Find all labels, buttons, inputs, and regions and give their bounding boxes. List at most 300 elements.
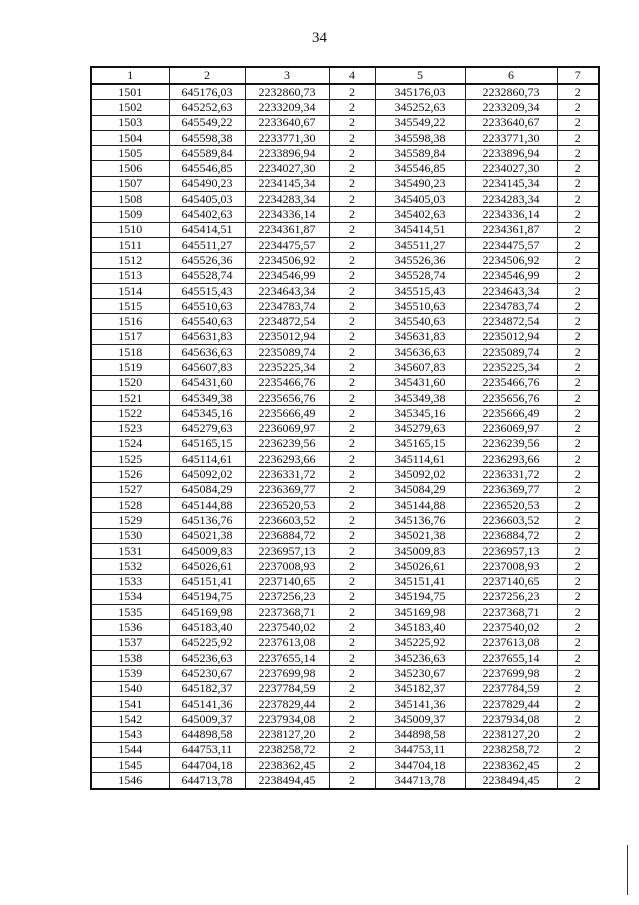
table-row [91,513,599,528]
table-cell: 2 [329,100,375,115]
table-cell: 1546 [91,773,169,789]
table-cell: 2 [557,482,599,497]
table-cell: 2 [557,467,599,482]
table-cell: 2 [557,758,599,773]
table-cell: 2235656,76 [465,390,557,405]
table-cell: 2236293,66 [245,452,329,467]
table-cell: 2 [329,130,375,145]
table-cell: 2 [329,482,375,497]
table-cell: 344713,78 [375,773,465,789]
table-cell: 1504 [91,130,169,145]
table-cell: 2235012,94 [245,329,329,344]
table-cell: 2234783,74 [245,299,329,314]
table-cell: 2235012,94 [465,329,557,344]
table-cell: 2 [557,727,599,742]
table-cell: 2 [557,712,599,727]
table-cell: 2 [329,712,375,727]
table-row [91,360,599,375]
table-cell: 645194,75 [169,589,245,604]
table-cell: 645183,40 [169,620,245,635]
table-cell: 1502 [91,100,169,115]
table-cell: 645526,36 [169,253,245,268]
table-cell: 345345,16 [375,406,465,421]
table-cell: 2 [557,283,599,298]
table-cell: 2233771,30 [465,130,557,145]
table-cell: 1541 [91,696,169,711]
table-cell: 2 [557,192,599,207]
table-cell: 2 [557,742,599,757]
table-cell: 2 [557,589,599,604]
table-cell: 2237368,71 [465,605,557,620]
table-cell: 1501 [91,84,169,100]
table-cell: 645345,16 [169,406,245,421]
table-cell: 1517 [91,329,169,344]
table-cell: 2 [557,681,599,696]
table-cell: 345279,63 [375,421,465,436]
table-row [91,742,599,757]
table-cell: 2 [557,513,599,528]
table-cell: 2234336,14 [465,207,557,222]
table-cell: 2 [557,436,599,451]
table-row [91,421,599,436]
table-cell: 345183,40 [375,620,465,635]
table-cell: 2234283,34 [245,192,329,207]
table-cell: 2 [329,390,375,405]
table-cell: 645144,88 [169,498,245,513]
table-cell: 645026,61 [169,559,245,574]
table-cell: 644704,18 [169,758,245,773]
table-cell: 1545 [91,758,169,773]
page-number: 34 [312,30,327,46]
table-cell: 2237699,98 [245,666,329,681]
table-cell: 345598,38 [375,130,465,145]
table-cell: 2236069,97 [245,421,329,436]
table-cell: 2 [329,84,375,100]
table-cell: 2 [329,192,375,207]
table-row [91,390,599,405]
table-cell: 2 [329,681,375,696]
table-cell: 2 [557,650,599,665]
table-cell: 2 [329,513,375,528]
table-cell: 2 [329,283,375,298]
table-cell: 345230,67 [375,666,465,681]
table-cell: 345490,23 [375,176,465,191]
table-cell: 1509 [91,207,169,222]
table-cell: 1544 [91,742,169,757]
table-cell: 1515 [91,299,169,314]
table-cell: 2237613,08 [245,635,329,650]
table-cell: 2 [329,605,375,620]
table-cell: 345169,98 [375,605,465,620]
table-row [91,498,599,513]
table-row [91,283,599,298]
table-cell: 2 [557,176,599,191]
table-row [91,115,599,130]
table-cell: 2238494,45 [245,773,329,789]
table-cell: 1525 [91,452,169,467]
table-cell: 2 [329,773,375,789]
table-cell: 2 [329,467,375,482]
table-cell: 345151,41 [375,574,465,589]
table-cell: 645631,83 [169,329,245,344]
table-cell: 1538 [91,650,169,665]
table-cell: 2 [329,360,375,375]
table-cell: 2238127,20 [465,727,557,742]
column-header: 1 [91,67,169,84]
table-cell: 2 [329,436,375,451]
table-row [91,681,599,696]
table-cell: 645225,92 [169,635,245,650]
table-cell: 2237829,44 [245,696,329,711]
table-cell: 345402,63 [375,207,465,222]
table-cell: 645511,27 [169,237,245,252]
table-cell: 2235656,76 [245,390,329,405]
table-cell: 2 [557,329,599,344]
table-cell: 2237613,08 [465,635,557,650]
table-cell: 2237540,02 [245,620,329,635]
table-cell: 645528,74 [169,268,245,283]
table-cell: 644713,78 [169,773,245,789]
table-cell: 345510,63 [375,299,465,314]
table-row [91,329,599,344]
table-row [91,666,599,681]
table-cell: 2 [557,773,599,789]
table-header-row [91,67,599,84]
table-row [91,635,599,650]
table-cell: 2236957,13 [245,543,329,558]
table-cell: 2237699,98 [465,666,557,681]
table-cell: 2237008,93 [245,559,329,574]
table-cell: 2235666,49 [465,406,557,421]
table-cell: 2235666,49 [245,406,329,421]
table-cell: 2237784,59 [245,681,329,696]
table-cell: 345165,15 [375,436,465,451]
table-cell: 2233896,94 [245,146,329,161]
table-cell: 2233640,67 [245,115,329,130]
table-cell: 1532 [91,559,169,574]
table-cell: 2 [557,635,599,650]
table-cell: 345236,63 [375,650,465,665]
table-cell: 1528 [91,498,169,513]
table-cell: 2237934,08 [465,712,557,727]
table-cell: 2236520,53 [245,498,329,513]
table-cell: 2233896,94 [465,146,557,161]
table-cell: 1531 [91,543,169,558]
table-cell: 2 [557,375,599,390]
table-cell: 2 [557,299,599,314]
column-header: 2 [169,67,245,84]
table-cell: 2 [557,696,599,711]
table-row [91,253,599,268]
table-cell: 2234145,34 [465,176,557,191]
table-cell: 345092,02 [375,467,465,482]
table-cell: 345511,27 [375,237,465,252]
table-cell: 2 [557,528,599,543]
table-cell: 2 [329,375,375,390]
table-row [91,696,599,711]
table-cell: 2237655,14 [465,650,557,665]
table-cell: 1513 [91,268,169,283]
margin-line [627,845,628,895]
table-cell: 2236293,66 [465,452,557,467]
table-cell: 645151,41 [169,574,245,589]
table-cell: 2 [329,528,375,543]
coordinates-table [90,66,600,790]
table-row [91,345,599,360]
table-cell: 2238258,72 [245,742,329,757]
table-cell: 2 [329,620,375,635]
table-row [91,559,599,574]
table-cell: 645169,98 [169,605,245,620]
table-cell: 1530 [91,528,169,543]
table-cell: 1512 [91,253,169,268]
table-cell: 1523 [91,421,169,436]
table-cell: 2 [557,222,599,237]
table-cell: 645279,63 [169,421,245,436]
table-row [91,543,599,558]
table-cell: 345252,63 [375,100,465,115]
table-cell: 2238494,45 [465,773,557,789]
table-row [91,237,599,252]
table-cell: 2236957,13 [465,543,557,558]
table-cell: 2232860,73 [245,84,329,100]
table-cell: 2 [329,421,375,436]
table-cell: 645009,83 [169,543,245,558]
table-cell: 344898,58 [375,727,465,742]
table-cell: 345026,61 [375,559,465,574]
table-cell: 645021,38 [169,528,245,543]
table-cell: 645589,84 [169,146,245,161]
table-cell: 2234546,99 [245,268,329,283]
table-cell: 2 [329,498,375,513]
table-cell: 2 [329,559,375,574]
table-cell: 2 [557,253,599,268]
table-row [91,482,599,497]
table-cell: 2 [557,421,599,436]
table-cell: 2238127,20 [245,727,329,742]
table-cell: 2 [329,758,375,773]
table-cell: 2 [557,390,599,405]
table-cell: 2236369,77 [465,482,557,497]
table-cell: 2234872,54 [245,314,329,329]
table-row [91,773,599,789]
table-cell: 2 [329,574,375,589]
table-cell: 1505 [91,146,169,161]
table-cell: 345349,38 [375,390,465,405]
table-cell: 2234643,34 [465,283,557,298]
table-row [91,650,599,665]
table-cell: 645176,03 [169,84,245,100]
table-row [91,452,599,467]
table-cell: 345636,63 [375,345,465,360]
table-cell: 345526,36 [375,253,465,268]
table-cell: 2236331,72 [465,467,557,482]
table-row [91,589,599,604]
table-cell: 2234027,30 [465,161,557,176]
table-cell: 1537 [91,635,169,650]
table-cell: 1534 [91,589,169,604]
table-cell: 645165,15 [169,436,245,451]
table-cell: 2 [329,237,375,252]
table-cell: 2234475,57 [465,237,557,252]
table-cell: 2234283,34 [465,192,557,207]
table-cell: 345607,83 [375,360,465,375]
table-cell: 2237368,71 [245,605,329,620]
table-cell: 645549,22 [169,115,245,130]
table-cell: 645405,03 [169,192,245,207]
table-cell: 1529 [91,513,169,528]
table-cell: 345176,03 [375,84,465,100]
table-cell: 2233209,34 [465,100,557,115]
table-cell: 345136,76 [375,513,465,528]
table-cell: 2234361,87 [465,222,557,237]
table-cell: 1524 [91,436,169,451]
table-cell: 2236239,56 [245,436,329,451]
table-row [91,130,599,145]
table-row [91,436,599,451]
table-cell: 2236884,72 [465,528,557,543]
table-cell: 2234546,99 [465,268,557,283]
table-cell: 2234506,92 [245,253,329,268]
table-cell: 2 [557,268,599,283]
table-cell: 645141,36 [169,696,245,711]
table-cell: 345225,92 [375,635,465,650]
table-cell: 2 [557,543,599,558]
table-row [91,314,599,329]
table-row [91,222,599,237]
table-cell: 2 [329,115,375,130]
column-header: 5 [375,67,465,84]
table-cell: 2236603,52 [465,513,557,528]
table-cell: 345084,29 [375,482,465,497]
table-row [91,605,599,620]
table-cell: 645349,38 [169,390,245,405]
table-cell: 345194,75 [375,589,465,604]
table-row [91,574,599,589]
table-row [91,620,599,635]
table-cell: 345528,74 [375,268,465,283]
table-cell: 644753,11 [169,742,245,757]
table-cell: 345405,03 [375,192,465,207]
table-cell: 2237934,08 [245,712,329,727]
table-cell: 2234783,74 [465,299,557,314]
table-row [91,146,599,161]
table-cell: 1503 [91,115,169,130]
table-cell: 645546,85 [169,161,245,176]
table-cell: 2 [329,161,375,176]
table-cell: 345414,51 [375,222,465,237]
table-cell: 1542 [91,712,169,727]
column-header: 4 [329,67,375,84]
table-cell: 2 [329,176,375,191]
table-cell: 2 [557,406,599,421]
table-cell: 2 [557,498,599,513]
table-cell: 345631,83 [375,329,465,344]
table-row [91,84,599,100]
table-row [91,161,599,176]
table-row [91,268,599,283]
table-cell: 2 [557,237,599,252]
table-cell: 2235225,34 [245,360,329,375]
table-cell: 645414,51 [169,222,245,237]
table-cell: 1540 [91,681,169,696]
table-cell: 2238362,45 [245,758,329,773]
table-cell: 2 [329,742,375,757]
table-cell: 1519 [91,360,169,375]
table-row [91,192,599,207]
table-row [91,207,599,222]
table-cell: 2 [329,146,375,161]
table-row [91,176,599,191]
table-cell: 2236239,56 [465,436,557,451]
table-row [91,758,599,773]
table-cell: 1507 [91,176,169,191]
table-cell: 1526 [91,467,169,482]
table-cell: 645607,83 [169,360,245,375]
table-cell: 345589,84 [375,146,465,161]
table-cell: 645114,61 [169,452,245,467]
table-cell: 2 [329,727,375,742]
table-cell: 2 [557,620,599,635]
table-cell: 1539 [91,666,169,681]
table-row [91,467,599,482]
table-cell: 644898,58 [169,727,245,742]
table-cell: 2 [329,650,375,665]
table-cell: 2 [329,635,375,650]
table-cell: 1535 [91,605,169,620]
table-cell: 2 [329,314,375,329]
table-cell: 1516 [91,314,169,329]
table-row [91,299,599,314]
table-cell: 2236069,97 [465,421,557,436]
table-cell: 345540,63 [375,314,465,329]
table-row [91,375,599,390]
table-cell: 2236331,72 [245,467,329,482]
table-cell: 2237140,65 [245,574,329,589]
table-cell: 2235466,76 [245,375,329,390]
table-cell: 345549,22 [375,115,465,130]
table-cell: 2234361,87 [245,222,329,237]
table-cell: 645182,37 [169,681,245,696]
table-cell: 2232860,73 [465,84,557,100]
table-cell: 2237256,23 [245,589,329,604]
column-header: 3 [245,67,329,84]
column-header: 6 [465,67,557,84]
table-cell: 2 [557,452,599,467]
table-cell: 645230,67 [169,666,245,681]
table-cell: 645510,63 [169,299,245,314]
table-cell: 2 [557,161,599,176]
table-cell: 345546,85 [375,161,465,176]
table-cell: 2237829,44 [465,696,557,711]
table-cell: 2238258,72 [465,742,557,757]
table-cell: 1543 [91,727,169,742]
table-cell: 345009,37 [375,712,465,727]
table-cell: 345431,60 [375,375,465,390]
table-cell: 1508 [91,192,169,207]
table-cell: 2 [557,574,599,589]
table-cell: 645136,76 [169,513,245,528]
table-cell: 2 [557,345,599,360]
table-cell: 645236,63 [169,650,245,665]
table-cell: 2236603,52 [245,513,329,528]
table-cell: 2 [329,207,375,222]
table-cell: 645009,37 [169,712,245,727]
column-header: 7 [557,67,599,84]
table-cell: 2 [557,130,599,145]
table-cell: 2233771,30 [245,130,329,145]
table-cell: 2234872,54 [465,314,557,329]
